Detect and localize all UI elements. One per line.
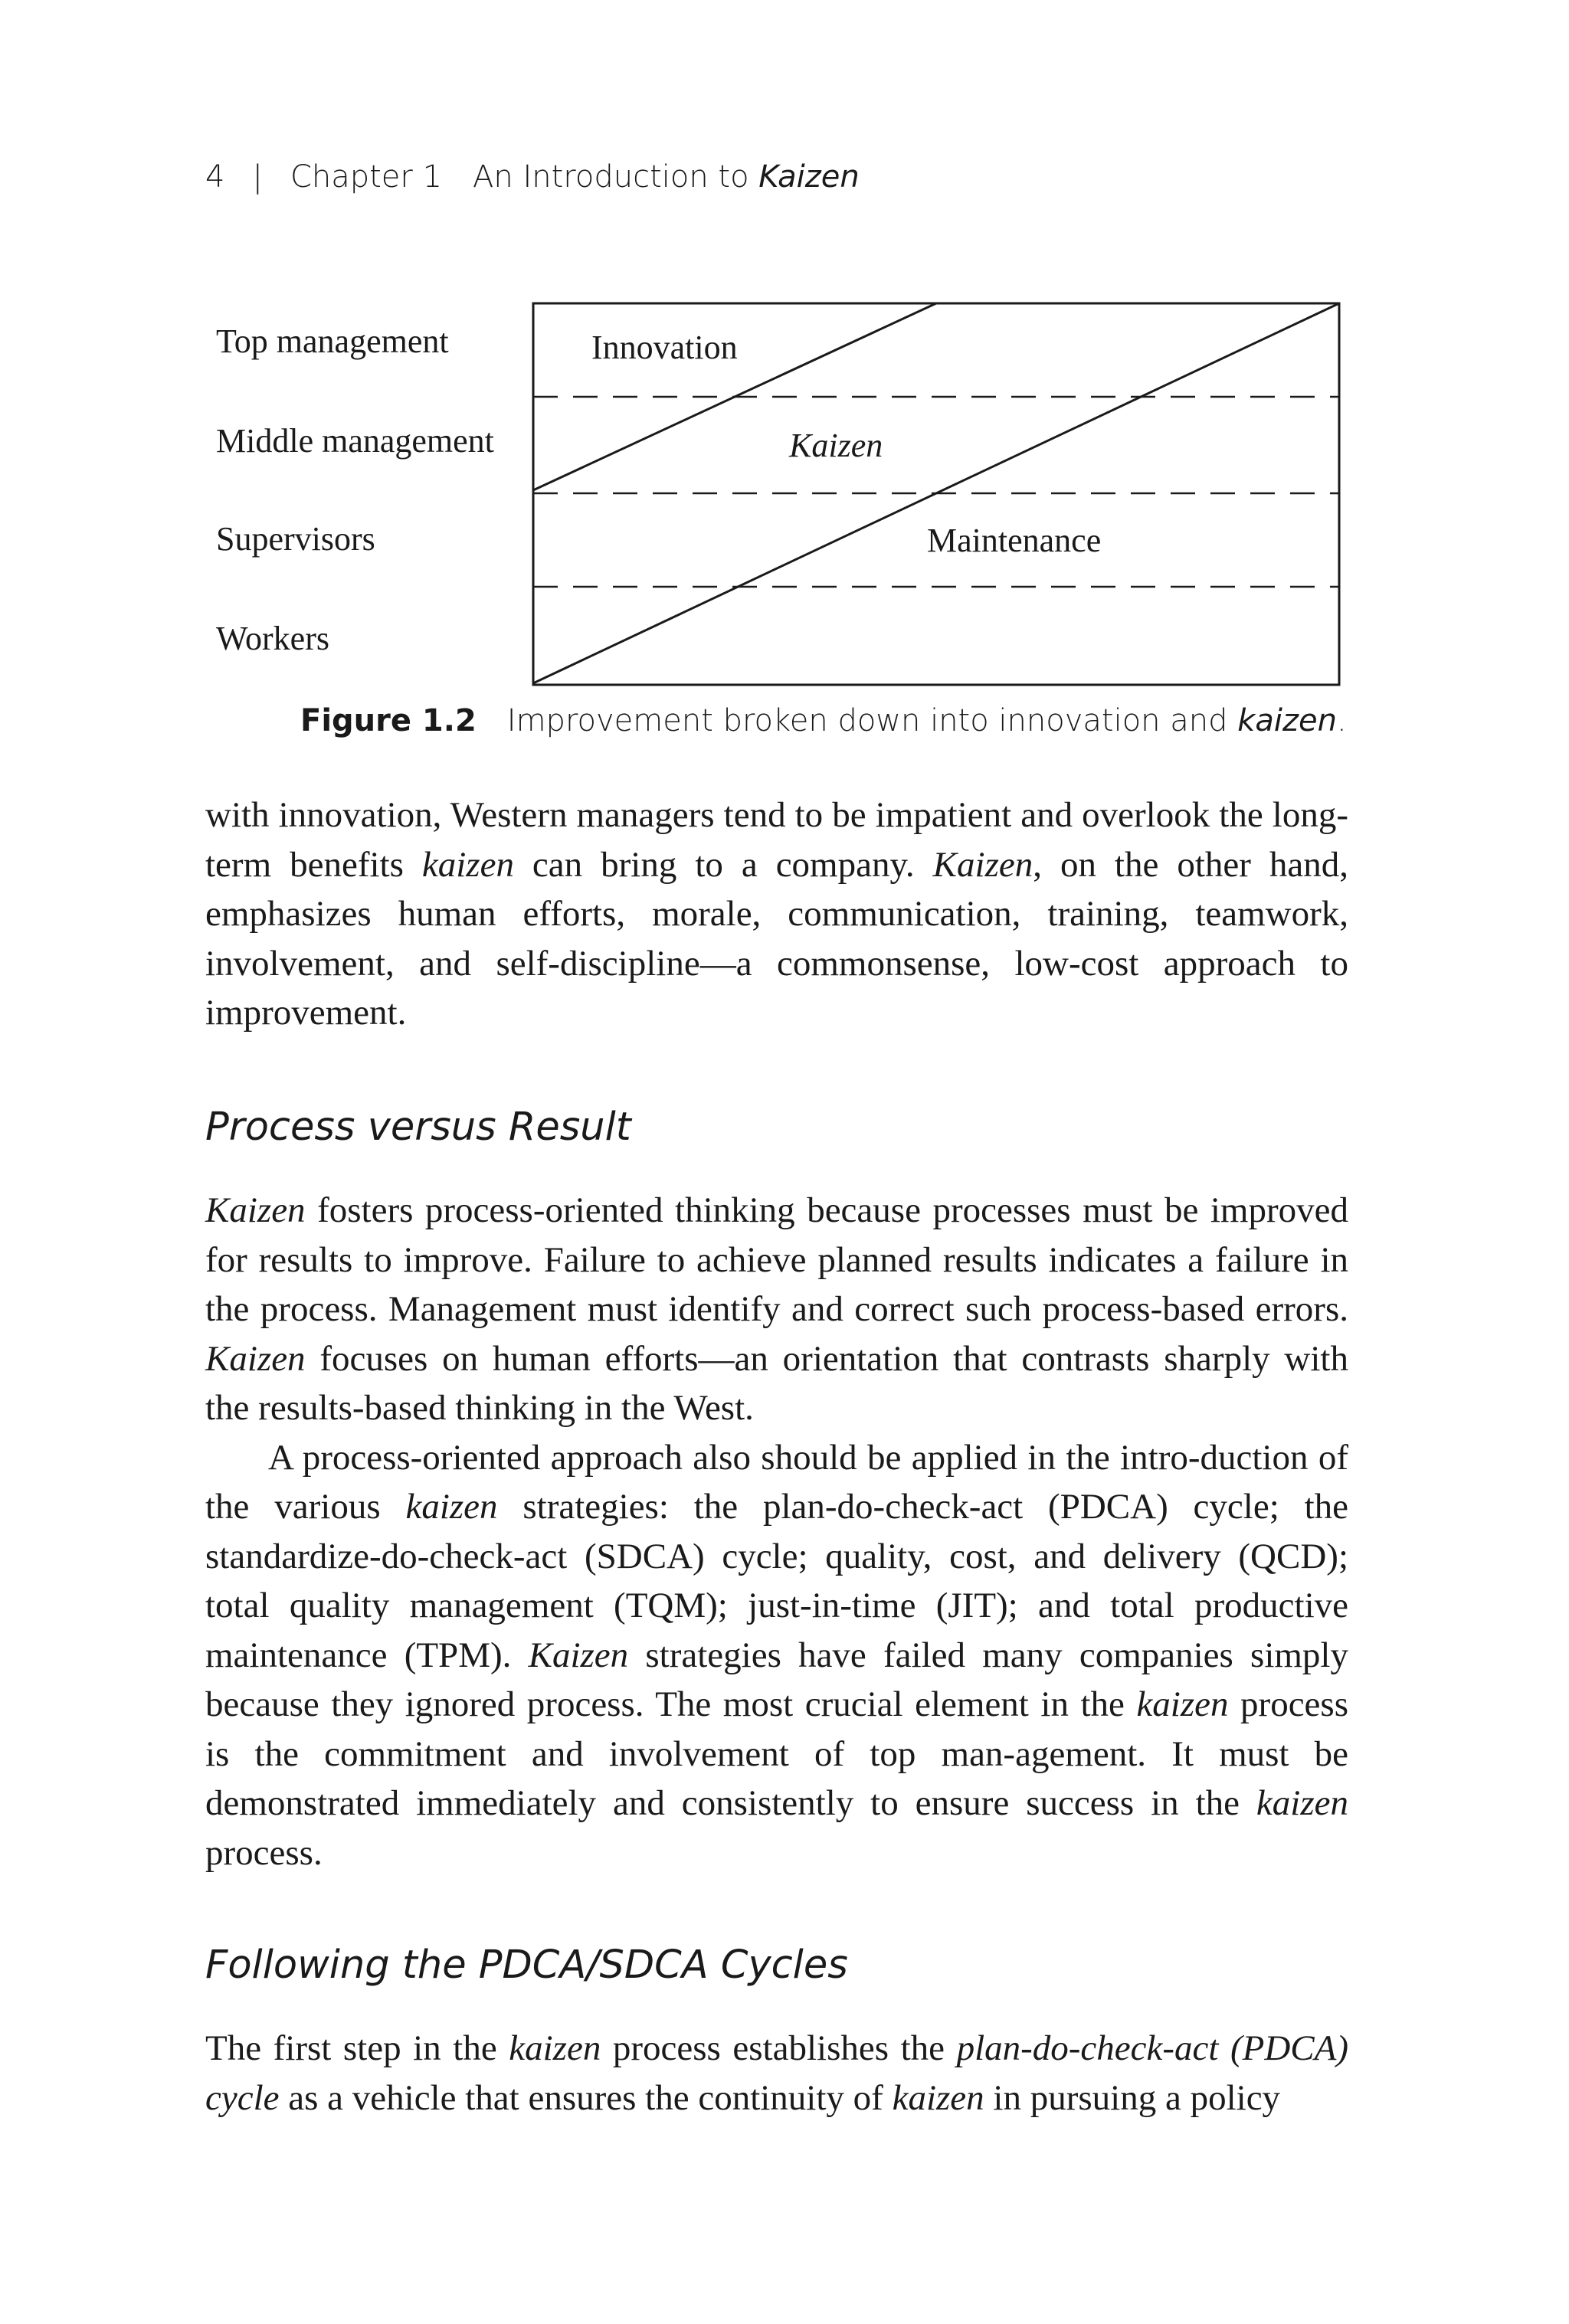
chapter-title-italic: Kaizen xyxy=(758,159,860,195)
italic-run: kaizen xyxy=(405,1487,498,1527)
page-number: 4 xyxy=(205,159,225,195)
section-heading: Process versus Result xyxy=(205,1105,631,1150)
italic-run: plan-do-check-act (PDCA) cycle xyxy=(205,2028,1349,2118)
head-separator: | xyxy=(252,159,263,195)
text-run: as a vehicle that ensures the continuity of xyxy=(279,2077,893,2118)
caption-italic: kaizen xyxy=(1237,703,1337,738)
body-paragraph xyxy=(205,1186,1348,1433)
italic-run: kaizen xyxy=(509,2028,601,2068)
text-run: The first step in the xyxy=(205,2028,509,2068)
region-label-kaizen: Kaizen xyxy=(789,427,883,464)
text-run: in pursuing a policy xyxy=(984,2077,1281,2118)
region-label-maintenance: Maintenance xyxy=(927,522,1102,559)
level-label-workers: Workers xyxy=(216,620,329,657)
section-body-process xyxy=(205,1186,1348,1877)
text-run: fosters process-oriented thinking because processes must be improved for results to improve. Failure to achieve planned results indicates a failure in the process. Management must identify and correct such process-based errors. xyxy=(205,1190,1348,1329)
level-label-supervisors: Supervisors xyxy=(216,520,375,558)
text-run: process establishes the xyxy=(601,2028,957,2068)
level-label-top-management: Top management xyxy=(216,322,449,360)
body-paragraph xyxy=(205,2024,1348,2123)
body-paragraph xyxy=(205,790,1348,1038)
figure-improvement-diagram xyxy=(0,0,1569,766)
italic-run: Kaizen xyxy=(205,1338,306,1379)
text-run: process. xyxy=(205,1832,323,1873)
text-run: strategies: the plan-do-check-act (PDCA) cycle; the standardize-do-check-act (SDCA) cycle; quality, cost, and delivery (QCD); total quality management (TQM); just-in-time (JIT); and total productive maintenance (TPM). xyxy=(205,1487,1349,1675)
body-paragraph xyxy=(205,1433,1348,1878)
text-run: strategies have failed many companies simply because they ignored process. The most crucial element in the xyxy=(205,1635,1348,1724)
italic-run: Kaizen xyxy=(932,844,1033,885)
text-run: can bring to a company. xyxy=(513,844,933,885)
italic-run: Kaizen xyxy=(528,1635,629,1675)
text-run: process is the commitment and involvement of top man-agement. It must be demonstrated immediately and consistently to ensure success in the xyxy=(205,1684,1348,1823)
italic-run: kaizen xyxy=(892,2077,984,2118)
caption-text: Improvement broken down into innovation and xyxy=(506,703,1238,738)
italic-run: kaizen xyxy=(1136,1684,1229,1724)
level-label-middle-management: Middle management xyxy=(216,422,494,460)
figure-caption xyxy=(300,703,1347,738)
region-label-innovation: Innovation xyxy=(591,329,738,366)
chapter-label: Chapter 1 xyxy=(290,159,443,195)
text-run: focuses on human efforts—an orientation that contrasts sharply with the results-based thinking in the West. xyxy=(205,1338,1348,1428)
text-run: with innovation, Western managers tend to be impatient and overlook the long-term benefits xyxy=(205,795,1348,885)
text-run: A process-oriented approach also should be applied in the intro-duction of the various xyxy=(205,1437,1348,1527)
caption-end: . xyxy=(1336,703,1347,738)
text-run: , on the other hand, emphasizes human efforts, morale, communication, training, teamwork, involvement, and self-discipline—a commonsense, low-cost approach to improvement. xyxy=(205,844,1348,1033)
italic-run: kaizen xyxy=(421,844,514,885)
figure-number: Figure 1.2 xyxy=(300,703,477,738)
italic-run: kaizen xyxy=(1256,1783,1348,1823)
continued-paragraph-block xyxy=(205,790,1348,1038)
italic-run: Kaizen xyxy=(205,1190,306,1230)
section-heading: Following the PDCA/SDCA Cycles xyxy=(205,1943,848,1988)
section-body-pdca xyxy=(205,2024,1348,2123)
chapter-title: An Introduction to xyxy=(473,159,759,195)
